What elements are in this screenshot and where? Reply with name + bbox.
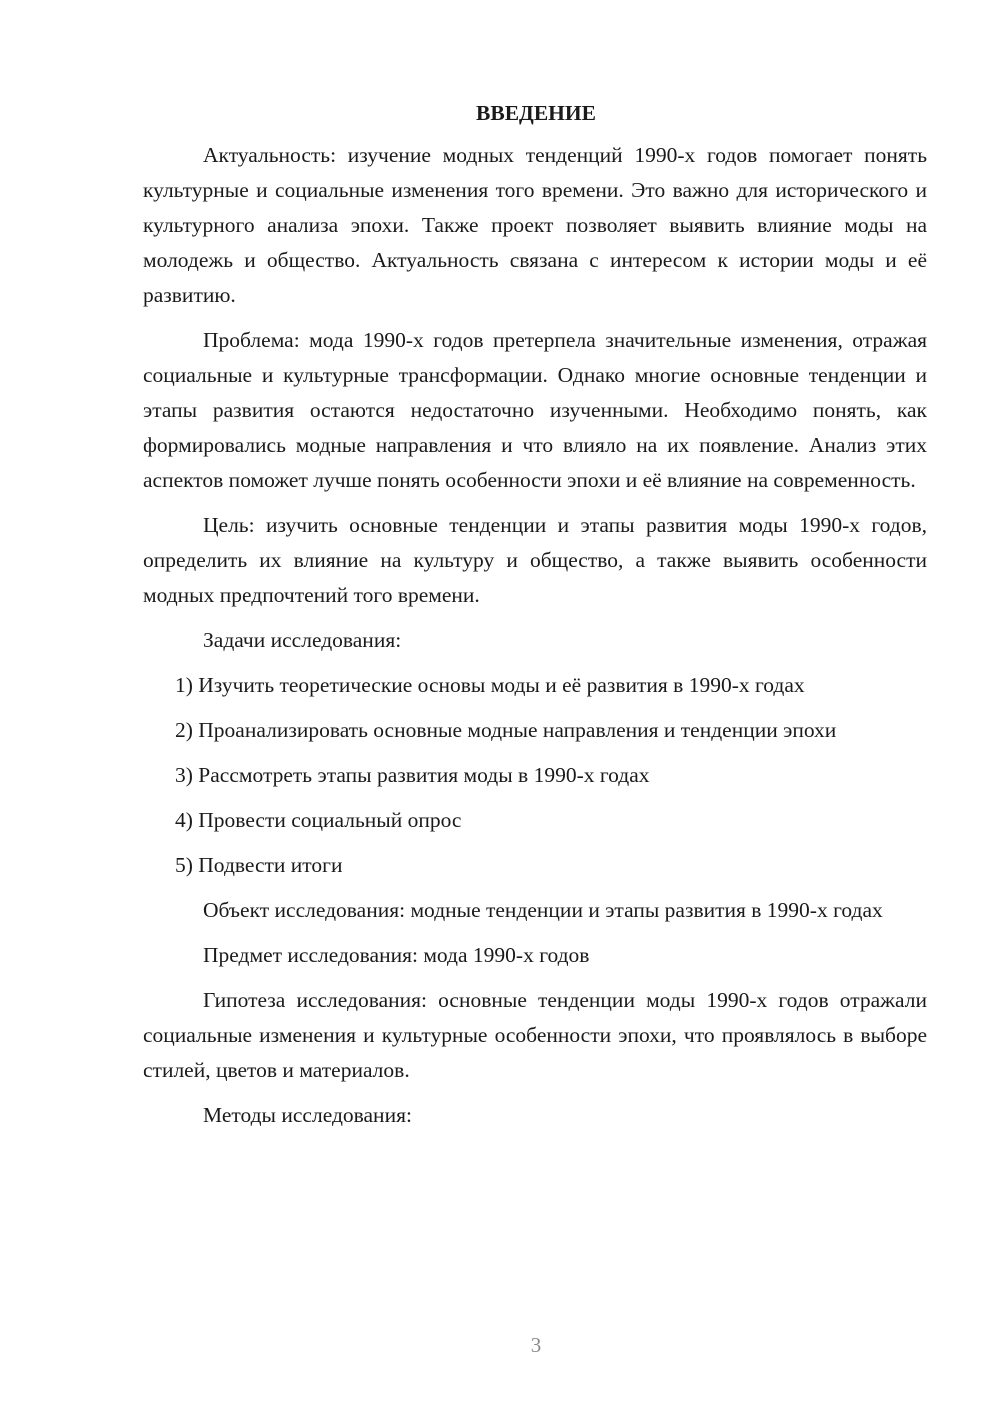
research-object-paragraph: Объект исследования: модные тенденции и этапы развития в 1990-х годах — [203, 898, 883, 922]
relevance-paragraph: Актуальность: изучение модных тенденций 1990-х годов помогает понять культурные и социальные изменения того времени. Это важно для исторического и культурного анализа эпохи. Также проект позволяет выявить влияние моды на молодежь и общество. Актуальность связана с интересом к истории моды и её развитию. — [143, 143, 927, 307]
document-body — [143, 96, 927, 1143]
tasks-heading: Задачи исследования: — [203, 628, 402, 652]
task-item: 4) Провести социальный опрос — [175, 808, 462, 832]
task-item: 3) Рассмотреть этапы развития моды в 1990-х годах — [175, 763, 650, 787]
page-number: 3 — [530, 1333, 542, 1357]
problem-paragraph: Проблема: мода 1990-х годов претерпела значительные изменения, отражая социальные и культурные трансформации. Однако многие основные тенденции и этапы развития остаются недостаточно изученными. Необходимо понять, как формировались модные направления и что влияло на их появление. Анализ этих аспектов поможет лучше понять особенности эпохи и её влияние на современность. — [143, 328, 927, 492]
task-item: 1) Изучить теоретические основы моды и её развития в 1990-х годах — [175, 673, 805, 697]
methods-heading: Методы исследования: — [203, 1103, 412, 1127]
goal-paragraph: Цель: изучить основные тенденции и этапы развития моды 1990-х годов, определить их влияние на культуру и общество, а также выявить особенности модных предпочтений того времени. — [143, 513, 927, 607]
task-item: 2) Проанализировать основные модные направления и тенденции эпохи — [175, 718, 837, 742]
hypothesis-paragraph: Гипотеза исследования: основные тенденции моды 1990-х годов отражали социальные изменения и культурные особенности эпохи, что проявлялось в выборе стилей, цветов и материалов. — [143, 988, 927, 1082]
section-title: ВВЕДЕНИЕ — [476, 101, 596, 125]
task-item: 5) Подвести итоги — [175, 853, 343, 877]
research-subject-paragraph: Предмет исследования: мода 1990-х годов — [203, 943, 590, 967]
